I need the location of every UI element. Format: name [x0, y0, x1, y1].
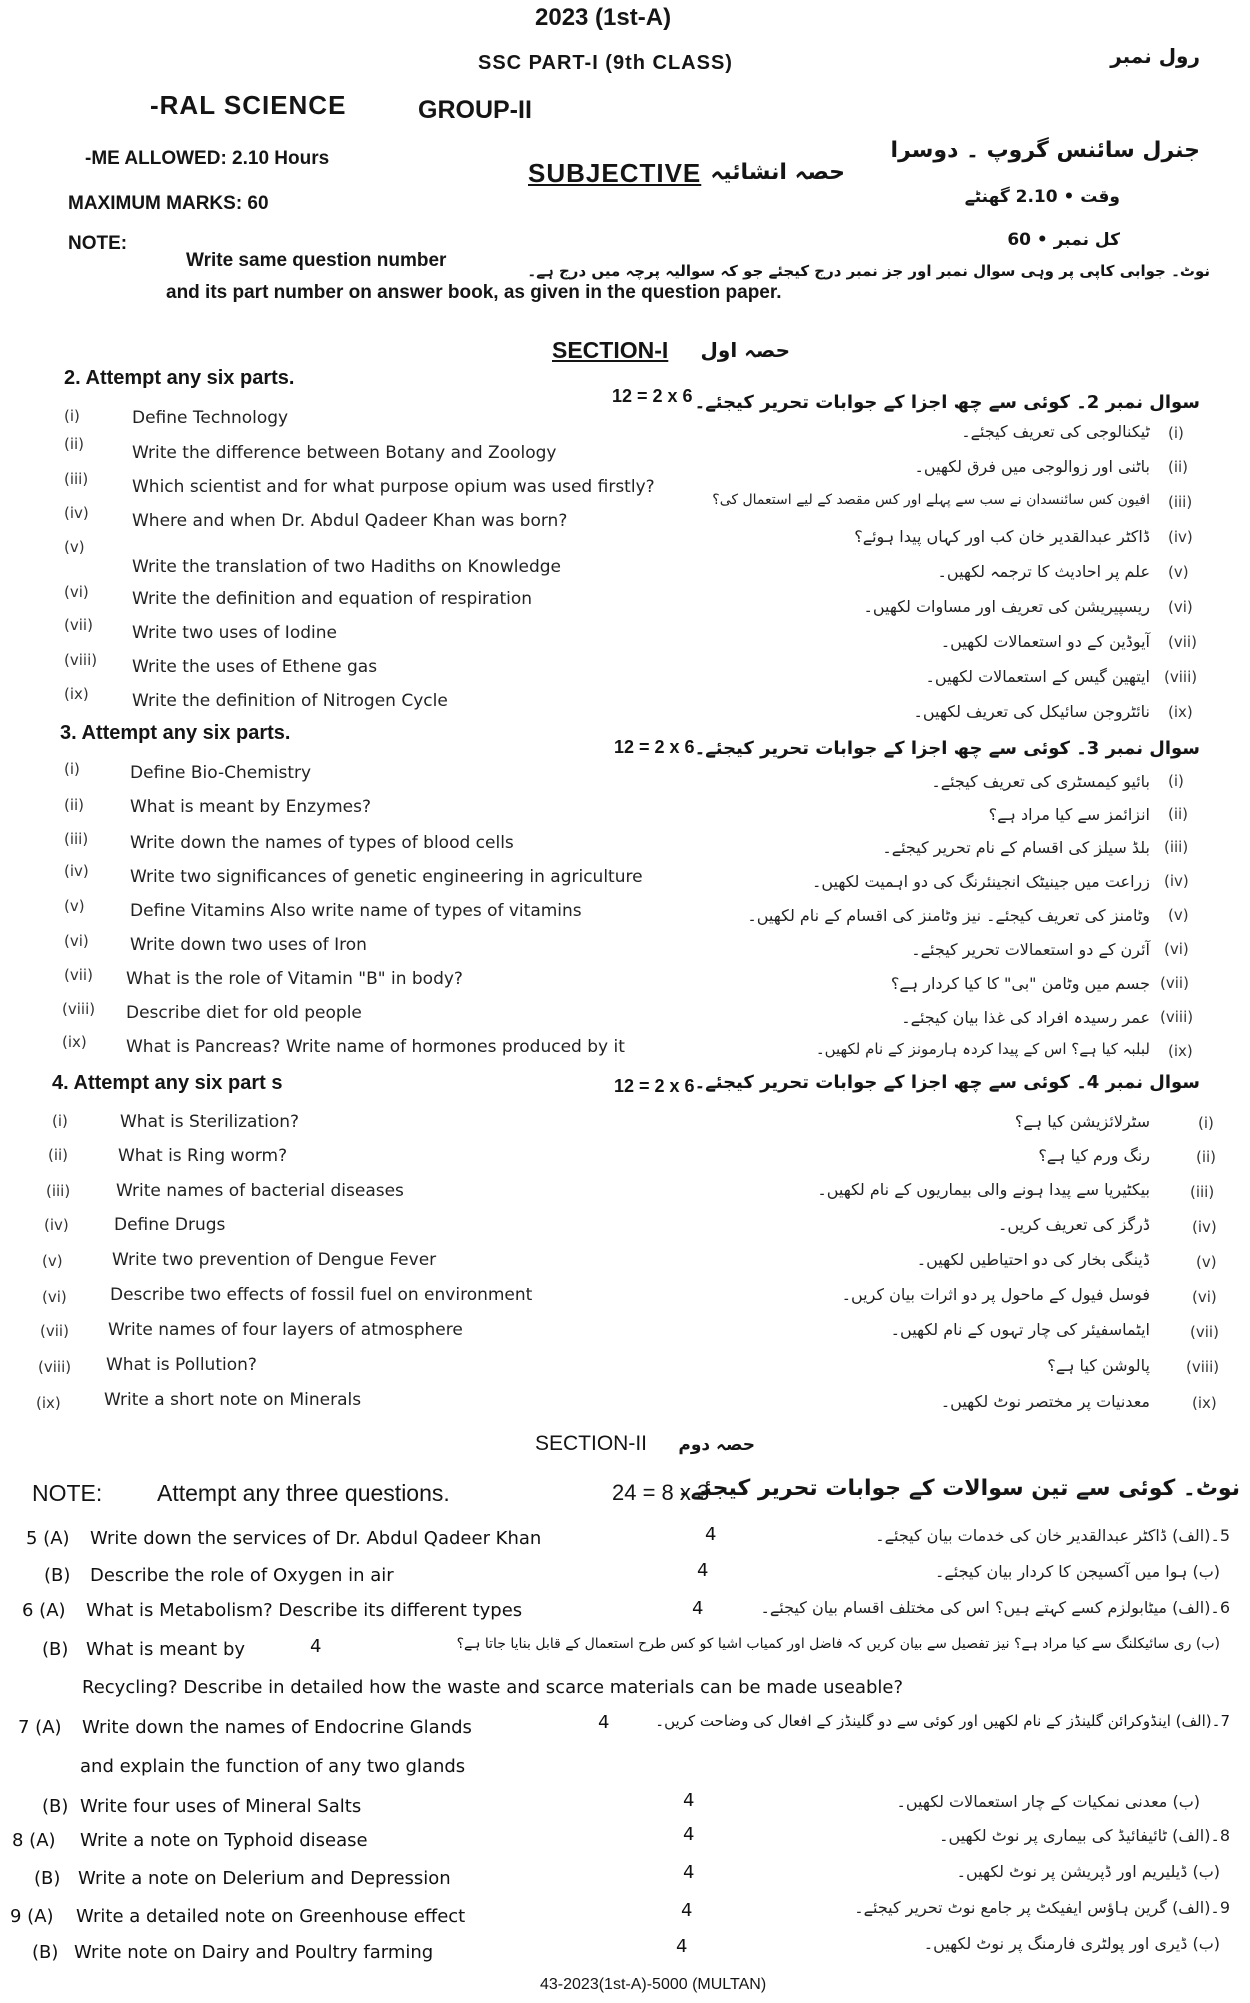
part-number: (iii): [64, 470, 89, 488]
item-text: Write down the names of Endocrine Glands: [82, 1717, 472, 1738]
part-number-urdu: (iii): [1164, 838, 1189, 856]
item-marks: 4: [683, 1790, 695, 1811]
part-number: (iii): [64, 830, 89, 848]
part-number-urdu: (iv): [1164, 872, 1189, 890]
part-text: Write two prevention of Dengue Fever: [112, 1250, 437, 1270]
item-marks: 4: [705, 1524, 717, 1545]
part-number-urdu: (iv): [1192, 1218, 1217, 1236]
question-heading-urdu: سوال نمبر 4۔ کوئی سے چھ اجزا کے جوابات تحریر کیجئے۔: [694, 1072, 1200, 1093]
item-marks: 4: [310, 1636, 322, 1657]
paper-type: SUBJECTIVE: [528, 158, 702, 188]
item-text-urdu: (ب) ڈیلیریم اور ڈپریشن پر نوٹ لکھیں۔: [956, 1862, 1220, 1881]
paper-year: 2023 (1st-A): [535, 4, 672, 31]
item-marks: 4: [681, 1900, 693, 1921]
item-text: What is meant by: [86, 1639, 246, 1660]
question-heading: 4. Attempt any six part s: [52, 1072, 283, 1094]
marks-urdu: کل نمبر • 60: [1007, 230, 1120, 250]
part-number-urdu: (vi): [1164, 940, 1189, 958]
time-urdu: وقت • 2.10 گھنٹے: [964, 187, 1120, 207]
part-text-urdu: آیوڈین کے دو استعمالات لکھیں۔: [940, 632, 1150, 651]
part-number: (iv): [44, 1216, 69, 1234]
part-number-urdu: (ix): [1168, 1042, 1193, 1060]
part-number: (vi): [64, 932, 89, 950]
part-text: Write a short note on Minerals: [104, 1390, 362, 1410]
part-number-urdu: (ii): [1168, 805, 1189, 823]
part-text-urdu: فوسل فیول کے ماحول پر دو اثرات بیان کریں۔: [841, 1285, 1150, 1304]
item-continuation: and explain the function of any two glands: [80, 1756, 466, 1777]
part-number: (ii): [64, 796, 85, 814]
part-text-urdu: ٹیکنالوجی کی تعریف کیجئے۔: [961, 422, 1150, 441]
question-marks: 12 = 2 x 6: [614, 1076, 695, 1096]
item-text: What is Metabolism? Describe its different types: [86, 1600, 523, 1621]
question-marks: 12 = 2 x 6: [612, 386, 693, 406]
item-marks: 4: [683, 1824, 695, 1845]
part-text: Write the difference between Botany and Zoology: [132, 443, 557, 463]
part-text: Write two significances of genetic engineering in agriculture: [130, 867, 643, 887]
part-number-urdu: (ii): [1168, 458, 1189, 476]
part-number: (vii): [40, 1322, 69, 1340]
item-text: Write a note on Typhoid disease: [80, 1830, 368, 1851]
item-text-urdu: (ب) ہوا میں آکسیجن کا کردار بیان کیجئے۔: [935, 1562, 1220, 1581]
section-2-note-text: Attempt any three questions.: [157, 1480, 450, 1506]
question-heading: 3. Attempt any six parts.: [60, 722, 291, 744]
part-number: (iv): [64, 504, 89, 522]
part-number: (viii): [64, 651, 98, 669]
part-text: Write names of bacterial diseases: [116, 1181, 404, 1201]
part-number-urdu: (v): [1168, 906, 1189, 924]
question-marks: 12 = 2 x 6: [614, 737, 695, 757]
item-label: (B): [42, 1796, 69, 1817]
note-line-1: Write same question number: [186, 250, 447, 271]
part-number: (v): [42, 1252, 63, 1270]
part-number: (vii): [64, 616, 93, 634]
item-text-urdu: 6۔(الف) میٹابولزم کسے کہتے ہیں؟ اس کی مختلف اقسام بیان کیجئے۔: [760, 1598, 1230, 1617]
part-text-urdu: آئرن کے دو استعمالات تحریر کیجئے۔: [911, 940, 1150, 959]
part-number-urdu: (viii): [1164, 668, 1198, 686]
part-number-urdu: (vii): [1190, 1323, 1219, 1341]
item-text-urdu: 7۔(الف) اینڈوکرائن گلینڈز کے نام لکھیں اور کوئی سے دو گلینڈز کے افعال کی وضاحت کریں۔: [655, 1712, 1230, 1730]
section-1-title: SECTION-I: [552, 337, 669, 363]
part-text: Define Technology: [132, 408, 289, 428]
section-1-title-urdu: حصہ اول: [700, 338, 790, 362]
item-label: 8 (A): [12, 1830, 56, 1851]
part-text: What is Sterilization?: [120, 1112, 300, 1132]
part-text: Write names of four layers of atmosphere: [108, 1320, 463, 1340]
part-number: (iv): [64, 862, 89, 880]
note-label: NOTE:: [68, 233, 128, 254]
part-number-urdu: (iii): [1168, 493, 1193, 511]
part-number-urdu: (viii): [1160, 1008, 1194, 1026]
part-text: What is Pollution?: [106, 1355, 257, 1375]
part-number: (v): [64, 538, 85, 556]
part-text-urdu: بائیو کیمسٹری کی تعریف کیجئے۔: [931, 772, 1150, 791]
part-text-urdu: معدنیات پر مختصر نوٹ لکھیں۔: [940, 1392, 1150, 1411]
part-text: What is meant by Enzymes?: [130, 797, 371, 817]
part-text-urdu: ڈرگز کی تعریف کریں۔: [998, 1215, 1150, 1234]
section-2-note-label: NOTE:: [32, 1480, 103, 1506]
part-text-urdu: ریسپیریشن کی تعریف اور مساوات لکھیں۔: [863, 597, 1150, 616]
item-marks: 4: [683, 1862, 695, 1883]
part-text-urdu: ایٹماسفیئر کی چار تہوں کے نام لکھیں۔: [890, 1320, 1150, 1339]
item-label: 7 (A): [18, 1717, 62, 1738]
section-2-note-urdu: نوٹ۔ کوئی سے تین سوالات کے جوابات تحریر کیجئے۔: [677, 1476, 1240, 1501]
item-label: 5 (A): [26, 1528, 70, 1549]
part-text-urdu: رنگ ورم کیا ہے؟: [1038, 1146, 1150, 1165]
part-number-urdu: (ix): [1192, 1394, 1217, 1412]
part-text: Write down two uses of Iron: [130, 935, 367, 955]
part-text: What is Ring worm?: [118, 1146, 288, 1166]
section-2-title: SECTION-II: [535, 1432, 648, 1455]
part-number: (ix): [62, 1033, 87, 1051]
note-urdu: نوٹ۔ جوابی کاپی پر وہی سوال نمبر اور جز نمبر درج کیجئے جو کہ سوالیہ پرچہ میں درج ہے۔: [527, 262, 1210, 280]
part-text: What is the role of Vitamin "B" in body?: [126, 969, 463, 989]
part-number-urdu: (iv): [1168, 528, 1193, 546]
item-text: Write a detailed note on Greenhouse effect: [76, 1906, 466, 1927]
part-number-urdu: (vi): [1168, 598, 1193, 616]
part-number-urdu: (i): [1168, 772, 1184, 790]
part-text-urdu: باٹنی اور زوالوجی میں فرق لکھیں۔: [914, 457, 1150, 476]
paper-type-urdu: حصہ انشائیہ: [710, 160, 845, 185]
part-number: (viii): [62, 1000, 96, 1018]
item-label: (B): [34, 1868, 61, 1889]
item-label: 9 (A): [10, 1906, 54, 1927]
part-text-urdu: ڈاکٹر عبدالقدیر خان کب اور کہاں پیدا ہوئے؟: [854, 527, 1150, 546]
part-number-urdu: (i): [1168, 424, 1184, 442]
part-number-urdu: (vii): [1168, 633, 1197, 651]
part-text: Write the definition of Nitrogen Cycle: [132, 691, 448, 711]
part-text-urdu: بلڈ سیلز کی اقسام کے نام تحریر کیجئے۔: [882, 838, 1150, 857]
part-text-urdu: پالوشن کیا ہے؟: [1047, 1356, 1150, 1375]
part-text-urdu: انزائمز سے کیا مراد ہے؟: [988, 805, 1150, 824]
part-text: Write two uses of Iodine: [132, 623, 337, 643]
item-text: Write a note on Delerium and Depression: [78, 1868, 451, 1889]
part-text-urdu: وٹامنز کی تعریف کیجئے۔ نیز وٹامنز کی اقسام کے نام لکھیں۔: [747, 906, 1150, 925]
part-text: Describe two effects of fossil fuel on environment: [110, 1285, 533, 1305]
part-text: Where and when Dr. Abdul Qadeer Khan was born?: [132, 511, 568, 531]
part-number-urdu: (i): [1198, 1114, 1214, 1132]
item-label: (B): [42, 1639, 69, 1660]
footer-code: 43-2023(1st-A)-5000 (MULTAN): [540, 1976, 767, 1993]
part-text-urdu: ڈینگی بخار کی دو احتیاطیں لکھیں۔: [916, 1250, 1150, 1269]
part-text: Write the translation of two Hadiths on Knowledge: [132, 557, 562, 577]
part-text: Which scientist and for what purpose opium was used firstly?: [132, 477, 655, 497]
part-text-urdu: جسم میں وٹامن "بی" کا کیا کردار ہے؟: [890, 974, 1150, 993]
section-2-marks: 24 = 8 x 3: [612, 1480, 710, 1505]
part-number-urdu: (ix): [1168, 703, 1193, 721]
part-text: What is Pancreas? Write name of hormones produced by it: [126, 1037, 625, 1057]
subject-urdu: جنرل سائنس گروپ ۔ دوسرا: [890, 138, 1200, 163]
item-label: (B): [32, 1942, 59, 1963]
item-text-urdu: 5۔(الف) ڈاکٹر عبدالقدیر خان کی خدمات بیان کیجئے۔: [875, 1526, 1230, 1545]
time-allowed: -ME ALLOWED: 2.10 Hours: [85, 148, 330, 169]
item-text: Write down the services of Dr. Abdul Qadeer Khan: [90, 1528, 542, 1549]
part-text-urdu: عمر رسیدہ افراد کی غذا بیان کیجئے۔: [901, 1008, 1150, 1027]
item-text: Write note on Dairy and Poultry farming: [74, 1942, 434, 1963]
item-text-urdu: 8۔(الف) ٹائیفائیڈ کی بیماری پر نوٹ لکھیں۔: [939, 1826, 1230, 1845]
subject-title: -RAL SCIENCE: [150, 90, 347, 120]
part-text-urdu: ایتھین گیس کے استعمالات لکھیں۔: [925, 667, 1150, 686]
max-marks: MAXIMUM MARKS: 60: [68, 193, 269, 214]
section-2-title-urdu: حصہ دوم: [678, 1435, 755, 1455]
question-heading-urdu: سوال نمبر 2۔ کوئی سے چھ اجزا کے جوابات تحریر کیجئے۔: [694, 392, 1200, 413]
part-number: (vi): [42, 1288, 67, 1306]
item-continuation: Recycling? Describe in detailed how the waste and scarce materials can be made useable?: [82, 1677, 904, 1698]
part-number-urdu: (v): [1196, 1253, 1217, 1271]
part-number: (v): [64, 897, 85, 915]
part-number: (ii): [64, 435, 85, 453]
part-number: (ix): [36, 1394, 61, 1412]
part-number-urdu: (ii): [1196, 1148, 1217, 1166]
part-text-urdu: نائٹروجن سائیکل کی تعریف لکھیں۔: [913, 702, 1150, 721]
part-number: (i): [64, 407, 80, 425]
part-text: Write the uses of Ethene gas: [132, 657, 378, 677]
item-label: 6 (A): [22, 1600, 66, 1621]
part-number: (vi): [64, 583, 89, 601]
part-number-urdu: (viii): [1186, 1358, 1220, 1376]
part-text-urdu: بیکٹیریا سے پیدا ہونے والی بیماریوں کے نام لکھیں۔: [817, 1180, 1150, 1199]
part-text: Write down the names of types of blood cells: [130, 833, 514, 853]
part-text: Write the definition and equation of respiration: [132, 589, 533, 609]
item-marks: 4: [692, 1598, 704, 1619]
item-text-urdu: 9۔(الف) گرین ہاؤس ایفیکٹ پر جامع نوٹ تحریر کیجئے۔: [854, 1898, 1230, 1917]
part-text-urdu: علم پر احادیث کا ترجمہ لکھیں۔: [937, 562, 1150, 581]
part-number: (i): [64, 760, 80, 778]
group-title: GROUP-II: [418, 96, 532, 124]
item-text: Describe the role of Oxygen in air: [90, 1565, 394, 1586]
question-heading: 2. Attempt any six parts.: [64, 367, 295, 389]
item-text-urdu: (ب) ری سائیکلنگ سے کیا مراد ہے؟ نیز تفصیل سے بیان کریں کہ فاضل اور کمیاب اشیا کو کس طرح استعمال کے قابل بنایا جاتا ہے؟: [456, 1636, 1220, 1652]
item-marks: 4: [676, 1936, 688, 1957]
part-text: Define Vitamins Also write name of types of vitamins: [130, 901, 582, 921]
class-title: SSC PART-I (9th CLASS): [478, 52, 733, 74]
item-text: Write four uses of Mineral Salts: [80, 1796, 362, 1817]
part-text: Define Bio-Chemistry: [130, 763, 312, 783]
note-line-2: and its part number on answer book, as given in the question paper.: [166, 282, 782, 303]
item-text-urdu: (ب) معدنی نمکیات کے چار استعمالات لکھیں۔: [896, 1792, 1200, 1811]
part-text-urdu: افیون کس سائنسدان نے سب سے پہلے اور کس مقصد کے لیے استعمال کی؟: [712, 492, 1150, 508]
part-number-urdu: (v): [1168, 563, 1189, 581]
part-number: (viii): [38, 1358, 72, 1376]
part-number: (ii): [48, 1146, 69, 1164]
item-text-urdu: (ب) ڈیری اور پولٹری فارمنگ پر نوٹ لکھیں۔: [923, 1934, 1220, 1953]
roll-no-urdu: رول نمبر: [1110, 44, 1200, 68]
part-text: Describe diet for old people: [126, 1003, 362, 1023]
item-label: (B): [44, 1565, 71, 1586]
part-text: Define Drugs: [114, 1215, 226, 1235]
part-number-urdu: (iii): [1190, 1183, 1215, 1201]
part-number: (ix): [64, 685, 89, 703]
item-marks: 4: [697, 1560, 709, 1581]
part-number: (i): [52, 1112, 68, 1130]
part-number: (iii): [46, 1182, 71, 1200]
question-heading-urdu: سوال نمبر 3۔ کوئی سے چھ اجزا کے جوابات تحریر کیجئے۔: [694, 738, 1200, 759]
part-number-urdu: (vii): [1160, 974, 1189, 992]
item-marks: 4: [598, 1712, 610, 1733]
part-number-urdu: (vi): [1192, 1288, 1217, 1306]
part-text-urdu: لبلبہ کیا ہے؟ اس کے پیدا کردہ ہارمونز کے نام لکھیں۔: [815, 1040, 1150, 1058]
part-number: (vii): [64, 966, 93, 984]
part-text-urdu: سٹرلائزیشن کیا ہے؟: [1014, 1112, 1150, 1131]
part-text-urdu: زراعت میں جینیٹک انجینئرنگ کی دو اہمیت لکھیں۔: [811, 872, 1150, 891]
